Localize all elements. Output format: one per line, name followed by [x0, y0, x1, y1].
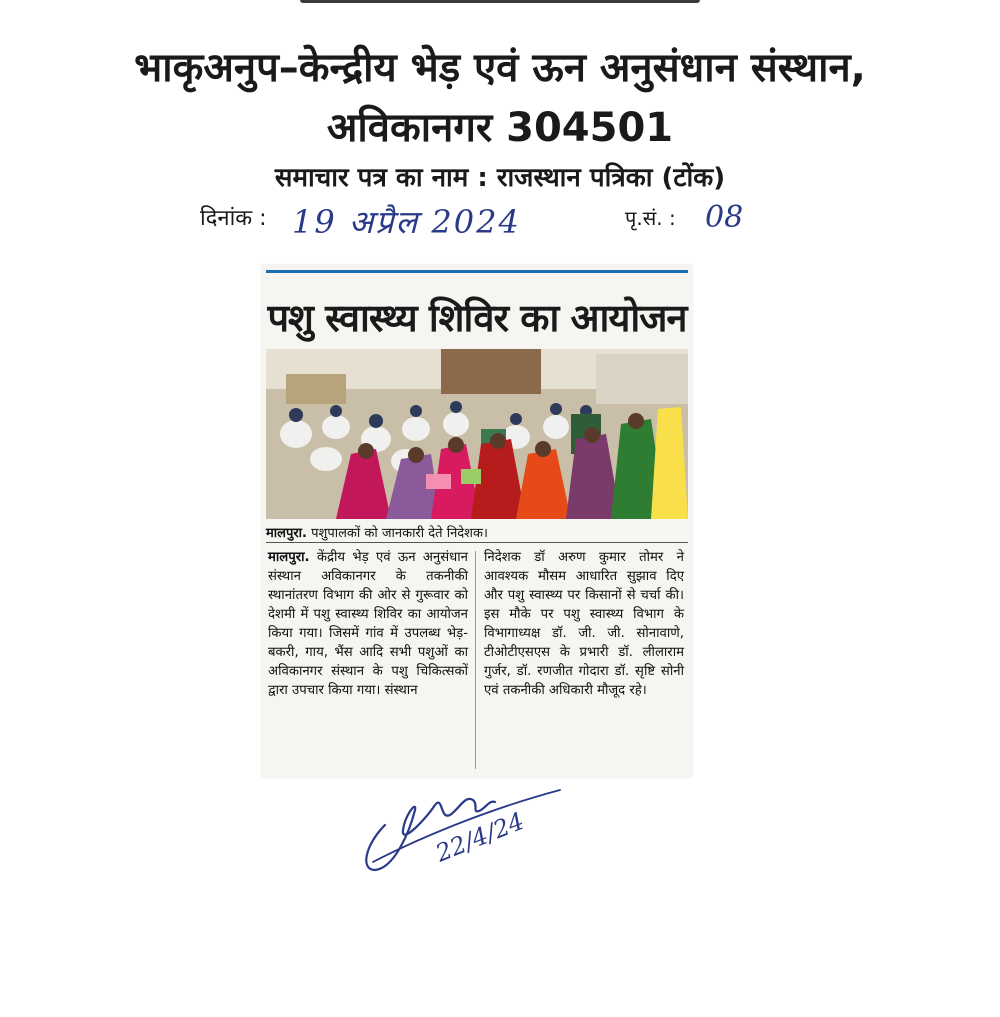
newspaper-clipping: [262, 265, 692, 777]
article-dateline: मालपुरा.: [268, 550, 310, 565]
caption-text: पशुपालकों को जानकारी देते निदेशक।: [306, 526, 488, 541]
clipping-top-rule: [266, 270, 688, 273]
article-photo: [266, 349, 688, 519]
institute-location: अविकानगर 304501: [326, 105, 674, 151]
page-number-label: पृ.सं. :: [625, 206, 676, 230]
caption-rule: [266, 542, 688, 543]
article-column-left: [268, 548, 468, 700]
article-column-right: [484, 548, 684, 700]
signature-date: 22/4/24: [431, 806, 529, 868]
article-headline: पशु स्वास्थ्य शिविर का आयोजन: [267, 296, 687, 340]
column-divider: [475, 551, 476, 769]
article-body-right: निदेशक डॉ अरुण कुमार तोमर ने आवश्यक मौसम आधारित सुझाव दिए और पशु स्वास्थ्य पर किसानों से चर्चा की। इस मौके पर पशु स्वास्थ्य विभाग के विभागाध्यक्ष डॉ. जी. जी. सोनावाणे, टीओटीएसएस के प्रभारी डॉ. लीलाराम गुर्जर, डॉ. रणजीत गोदारा डॉ. सृष्टि सोनी एवं तकनीकी अधिकारी मौजूद रहे।: [484, 550, 684, 698]
handwritten-page-number: 08: [705, 200, 744, 235]
handwritten-signature: [355, 770, 570, 885]
handwritten-date: 19 अप्रैल 2024: [292, 203, 521, 241]
date-label: दिनांक :: [200, 206, 267, 231]
date-row: [200, 200, 800, 250]
article-body-left: केंद्रीय भेड़ एवं ऊन अनुसंधान संस्थान अविकानगर के तकनीकी स्थानांतरण विभाग की ओर से गुरूवार को देशमी में पशु स्वास्थ्य शिविर का आयोजन किया गया। जिसमें गांव में उपलब्ध भेड़-बकरी, गाय, भैंस आदि सभी पशुओं का अविकानगर संस्थान के पशु चिकित्सकों द्वारा उपचार किया गया। संस्थान: [268, 550, 468, 698]
top-edge-line: [300, 0, 700, 3]
caption-place: मालपुरा.: [266, 526, 307, 541]
newspaper-name-line: समाचार पत्र का नाम : राजस्थान पत्रिका (टोंक): [274, 163, 726, 193]
photo-caption: [266, 523, 688, 541]
institute-name: भाकृअनुप–केन्द्रीय भेड़ एवं ऊन अनुसंधान संस्थान,: [134, 45, 866, 91]
